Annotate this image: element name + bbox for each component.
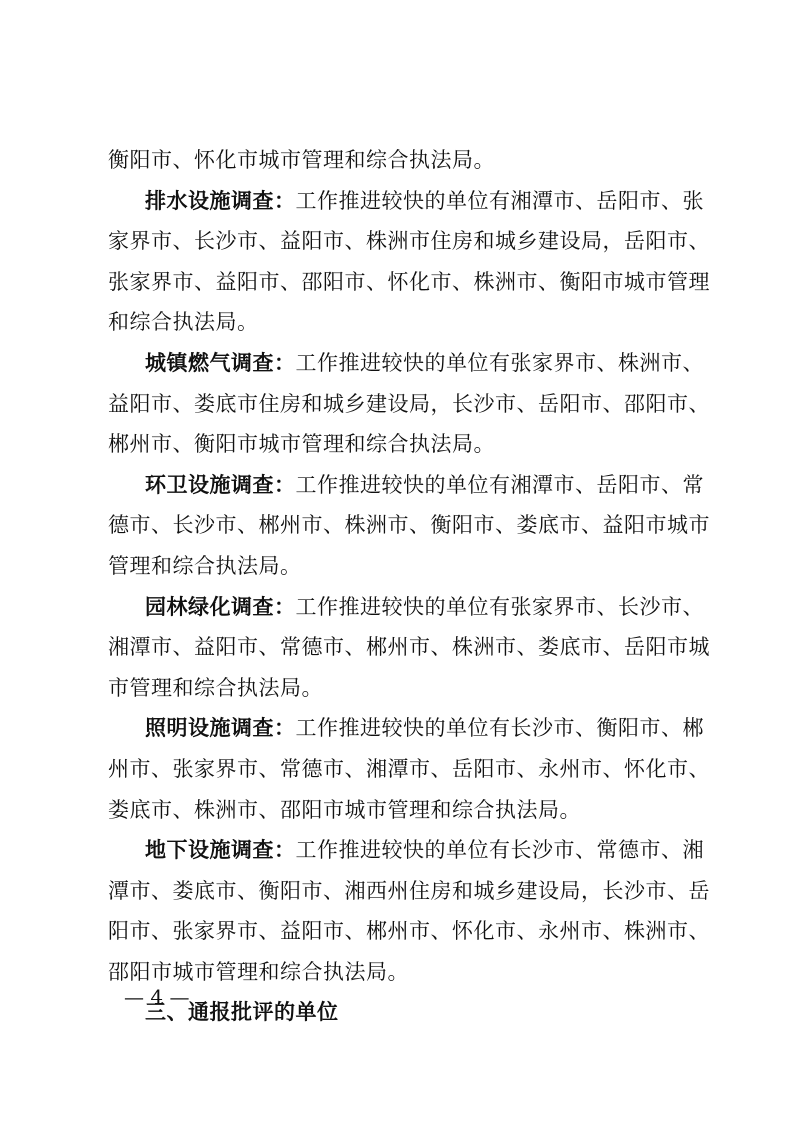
intro-line: 衡阳市、怀化市城市管理和综合执法局。 <box>108 148 495 172</box>
drainage-line: 家界市、长沙市、益阳市、株洲市住房和城乡建设局，岳阳市、 <box>108 229 710 254</box>
drainage-lead: 排水设施调查： <box>145 188 296 213</box>
sanitation-first-line <box>108 465 704 506</box>
greening-first-rest: 工作推进较快的单位有张家界市、长沙市、 <box>295 594 704 619</box>
drainage-line: 和综合执法局。 <box>108 310 259 335</box>
greening-line: 湘潭市、益阳市、常德市、郴州市、株洲市、娄底市、岳阳市城 <box>108 635 710 660</box>
underground-first-line <box>108 830 704 871</box>
drainage-line: 张家界市、益阳市、邵阳市、怀化市、株洲市、衡阳市城市管理 <box>108 269 710 294</box>
sanitation-first-rest: 工作推进较快的单位有湘潭市、岳阳市、常 <box>295 472 704 497</box>
gas-line: 郴州市、衡阳市城市管理和综合执法局。 <box>108 432 495 457</box>
drainage-first-rest: 工作推进较快的单位有湘潭市、岳阳市、张 <box>295 188 704 213</box>
gas-lead: 城镇燃气调查： <box>145 350 296 375</box>
greening-first-line <box>108 587 704 628</box>
lighting-first-line <box>108 708 704 749</box>
underground-line: 潭市、娄底市、衡阳市、湘西州住房和城乡建设局，长沙市、岳 <box>108 878 710 903</box>
lighting-first-rest: 工作推进较快的单位有长沙市、衡阳市、郴 <box>295 716 704 741</box>
section-heading: 三、通报批评的单位 <box>145 1000 339 1025</box>
greening-lead: 园林绿化调查： <box>145 594 296 619</box>
greening-line: 市管理和综合执法局。 <box>108 675 323 700</box>
gas-first-line <box>108 343 704 384</box>
underground-first-rest: 工作推进较快的单位有长沙市、常德市、湘 <box>295 838 704 863</box>
underground-line: 阳市、张家界市、益阳市、郴州市、怀化市、永州市、株洲市、 <box>108 919 710 944</box>
underground-line: 邵阳市城市管理和综合执法局。 <box>108 959 409 984</box>
lighting-line: 娄底市、株洲市、邵阳市城市管理和综合执法局。 <box>108 797 581 822</box>
underground-lead: 地下设施调查： <box>145 838 296 863</box>
gas-line: 益阳市、娄底市住房和城乡建设局，长沙市、岳阳市、邵阳市、 <box>108 391 710 416</box>
gas-first-rest: 工作推进较快的单位有张家界市、株洲市、 <box>295 350 704 375</box>
body-text <box>108 140 710 1033</box>
drainage-first-line <box>108 181 704 222</box>
sanitation-line: 管理和综合执法局。 <box>108 553 302 578</box>
page-number: — 4 — <box>124 985 190 1009</box>
lighting-line: 州市、张家界市、常德市、湘潭市、岳阳市、永州市、怀化市、 <box>108 756 710 781</box>
lighting-lead: 照明设施调查： <box>145 716 296 741</box>
sanitation-lead: 环卫设施调查： <box>145 472 296 497</box>
sanitation-line: 德市、长沙市、郴州市、株洲市、衡阳市、娄底市、益阳市城市 <box>108 513 710 538</box>
